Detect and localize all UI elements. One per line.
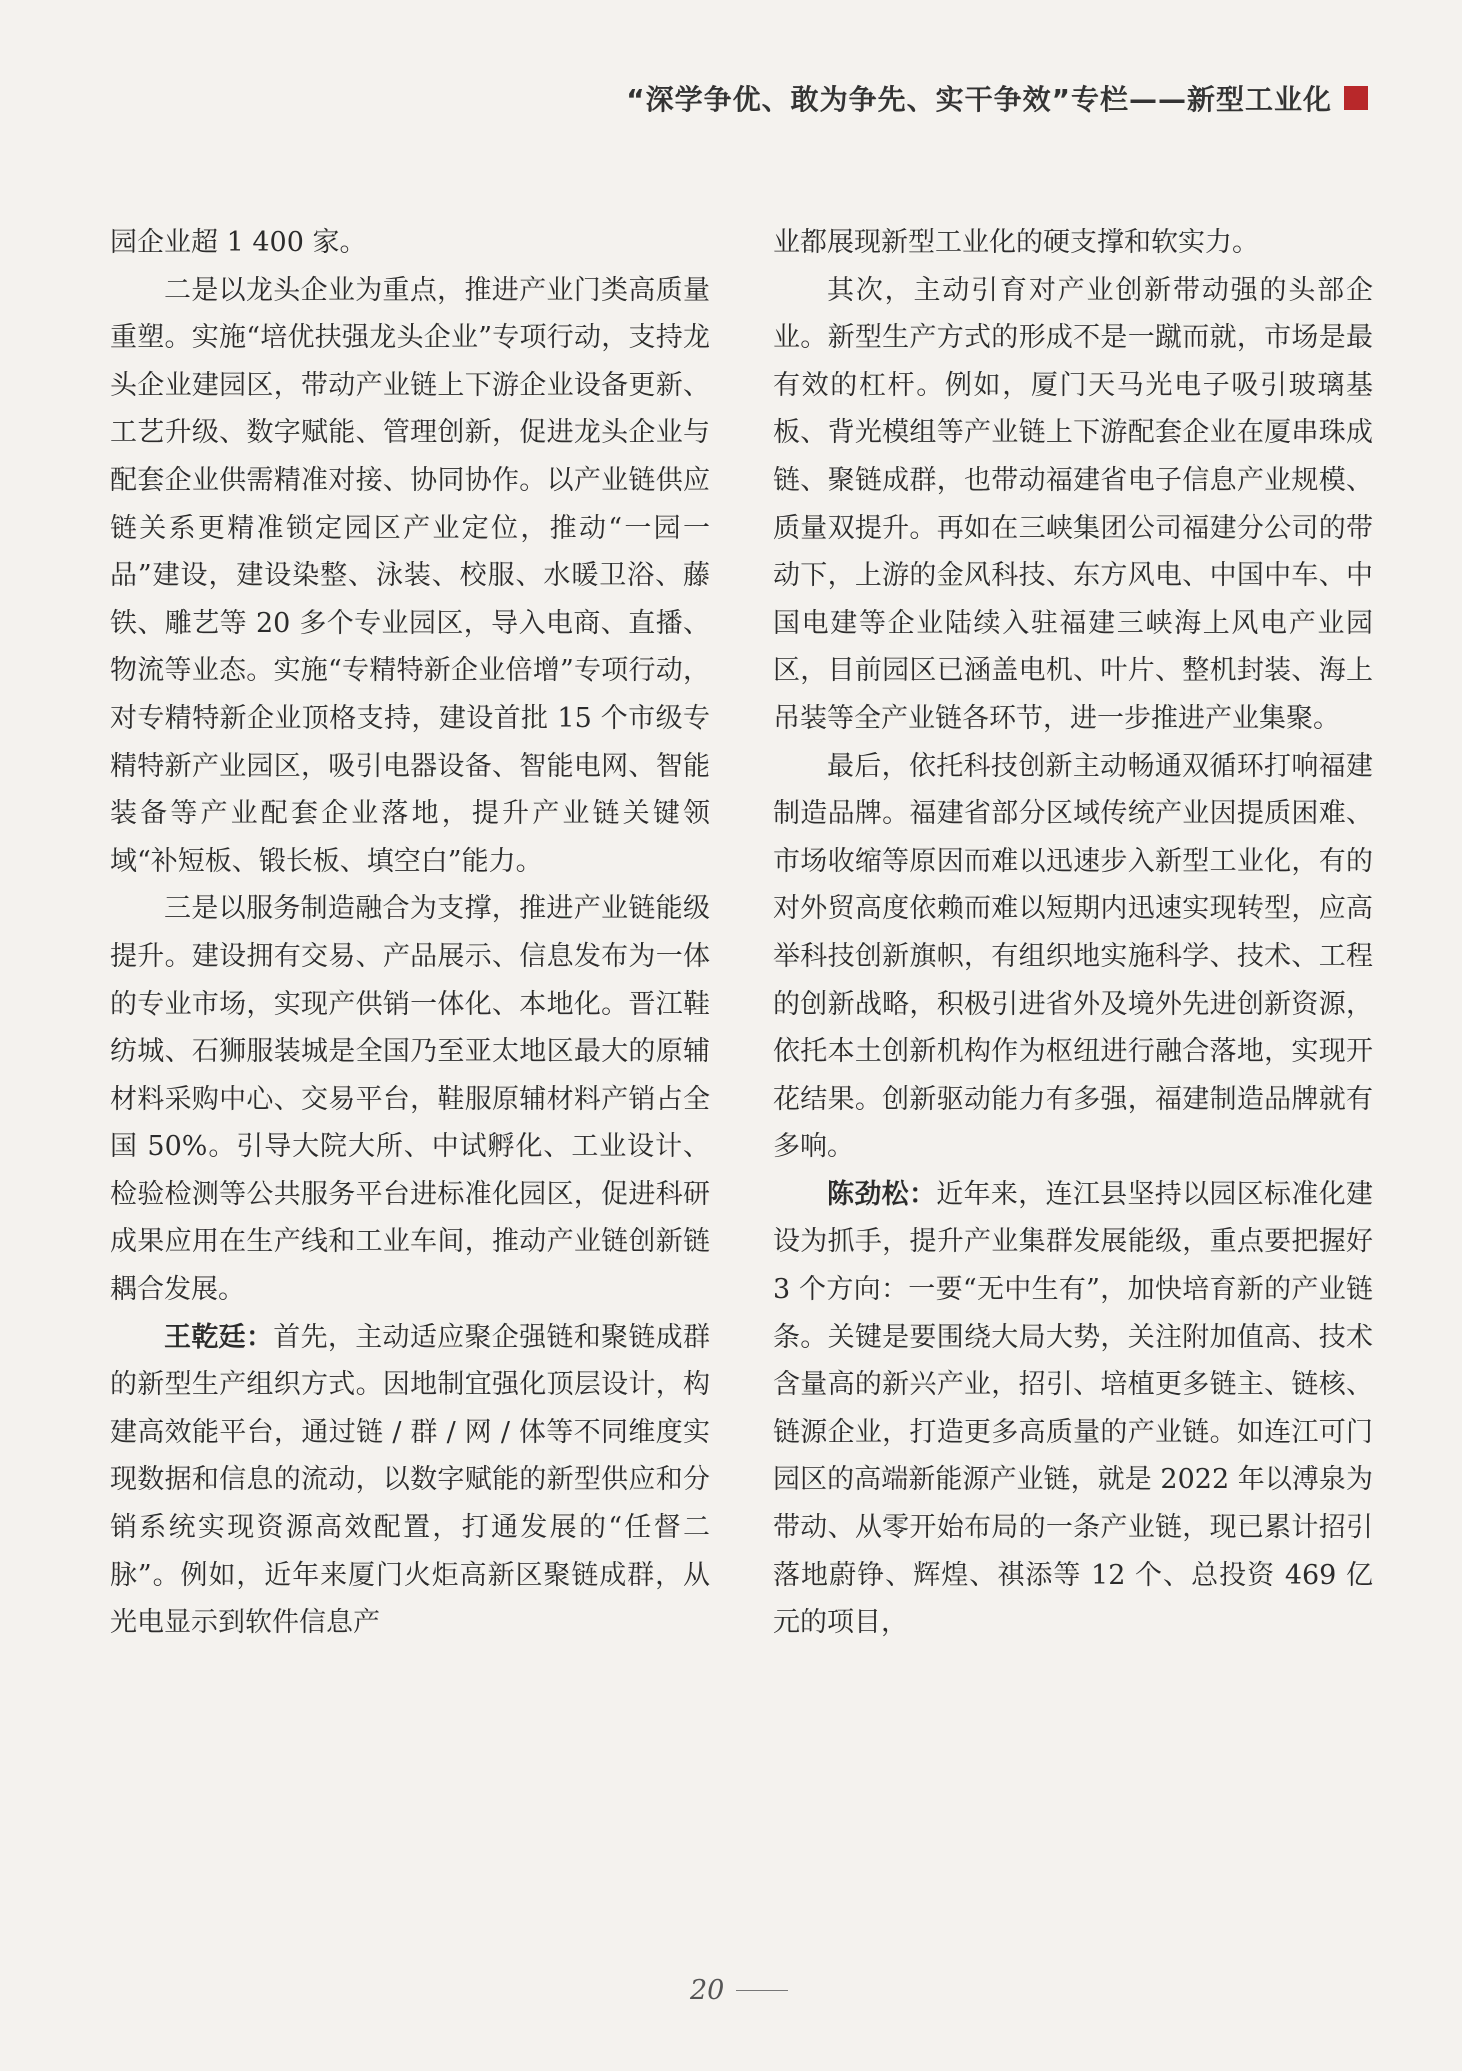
footer-rule	[736, 1990, 788, 1991]
left-column	[110, 219, 710, 1647]
column-title: “深学争优、敢为争先、实干争效”专栏——新型工业化	[626, 83, 1332, 116]
paragraph: 三是以服务制造融合为支撑，推进产业链能级提升。建设拥有交易、产品展示、信息发布为一体的专业市场，实现产供销一体化、本地化。晋江鞋纺城、石狮服装城是全国乃至亚太地区最大的原辅材料采购中心、交易平台，鞋服原辅材料产销占全国 50%。引导大院大所、中试孵化、工业设计、检验检测等公共服务平台进标准化园区，促进科研成果应用在生产线和工业车间，推动产业链创新链耦合发展。	[110, 893, 710, 1306]
speaker-name: 陈劲松：	[827, 1178, 937, 1210]
red-square-marker	[1344, 86, 1368, 110]
paragraph	[773, 1171, 1373, 1647]
right-column	[773, 219, 1373, 1647]
paragraph: 业都展现新型工业化的硬支撑和软实力。	[773, 227, 1259, 258]
paragraph-text: 近年来，连江县坚持以园区标准化建设为抓手，提升产业集群发展能级，重点要把握好 3 个方向：一要“无中生有”，加快培育新的产业链条。关键是要围绕大局大势，关注附加值高、技术含量高的新兴产业，招引、培植更多链主、链核、链源企业，打造更多高质量的产业链。如连江可门园区的高端新能源产业链，就是 2022 年以溥泉为带动、从零开始布局的一条产业链，现已累计招引落地蔚铮、辉煌、祺添等 12 个、总投资 469 亿元的项目，	[773, 1178, 1374, 1639]
page-number: 20	[690, 1975, 725, 2006]
paragraph: 最后，依托科技创新主动畅通双循环打响福建制造品牌。福建省部分区域传统产业因提质困难、市场收缩等原因而难以迅速步入新型工业化，有的对外贸高度依赖而难以短期内迅速实现转型，应高举科技创新旗帜，有组织地实施科学、技术、工程的创新战略，积极引进省外及境外先进创新资源，依托本土创新机构作为枢纽进行融合落地，实现开花结果。创新驱动能力有多强，福建制造品牌就有多响。	[773, 750, 1373, 1163]
page-footer	[690, 1975, 788, 2006]
column-header	[626, 78, 1368, 118]
speaker-name: 王乾廷：	[164, 1321, 274, 1353]
paragraph: 园企业超 1 400 家。	[110, 227, 367, 258]
paragraph	[110, 1314, 710, 1647]
paragraph: 其次，主动引育对产业创新带动强的头部企业。新型生产方式的形成不是一蹴而就，市场是最有效的杠杆。例如，厦门天马光电子吸引玻璃基板、背光模组等产业链上下游配套企业在厦串珠成链、聚链成群，也带动福建省电子信息产业规模、质量双提升。再如在三峡集团公司福建分公司的带动下，上游的金风科技、东方风电、中国中车、中国电建等企业陆续入驻福建三峡海上风电产业园区，目前园区已涵盖电机、叶片、整机封装、海上吊装等全产业链各环节，进一步推进产业集聚。	[773, 274, 1373, 734]
paragraph: 二是以龙头企业为重点，推进产业门类高质量重塑。实施“培优扶强龙头企业”专项行动，支持龙头企业建园区，带动产业链上下游企业设备更新、工艺升级、数字赋能、管理创新，促进龙头企业与配套企业供需精准对接、协同协作。以产业链供应链关系更精准锁定园区产业定位，推动“一园一品”建设，建设染整、泳装、校服、水暖卫浴、藤铁、雕艺等 20 多个专业园区，导入电商、直播、物流等业态。实施“专精特新企业倍增”专项行动，对专精特新企业顶格支持，建设首批 15 个市级专精特新产业园区，吸引电器设备、智能电网、智能装备等产业配套企业落地，提升产业链关键领域“补短板、锻长板、填空白”能力。	[110, 274, 710, 877]
paragraph-text: 首先，主动适应聚企强链和聚链成群的新型生产组织方式。因地制宜强化顶层设计，构建高效能平台，通过链 / 群 / 网 / 体等不同维度实现数据和信息的流动，以数字赋能的新型供应和分销系统实现资源高效配置，打通发展的“任督二脉”。例如，近年来厦门火炬高新区聚链成群，从光电显示到软件信息产	[110, 1321, 711, 1639]
